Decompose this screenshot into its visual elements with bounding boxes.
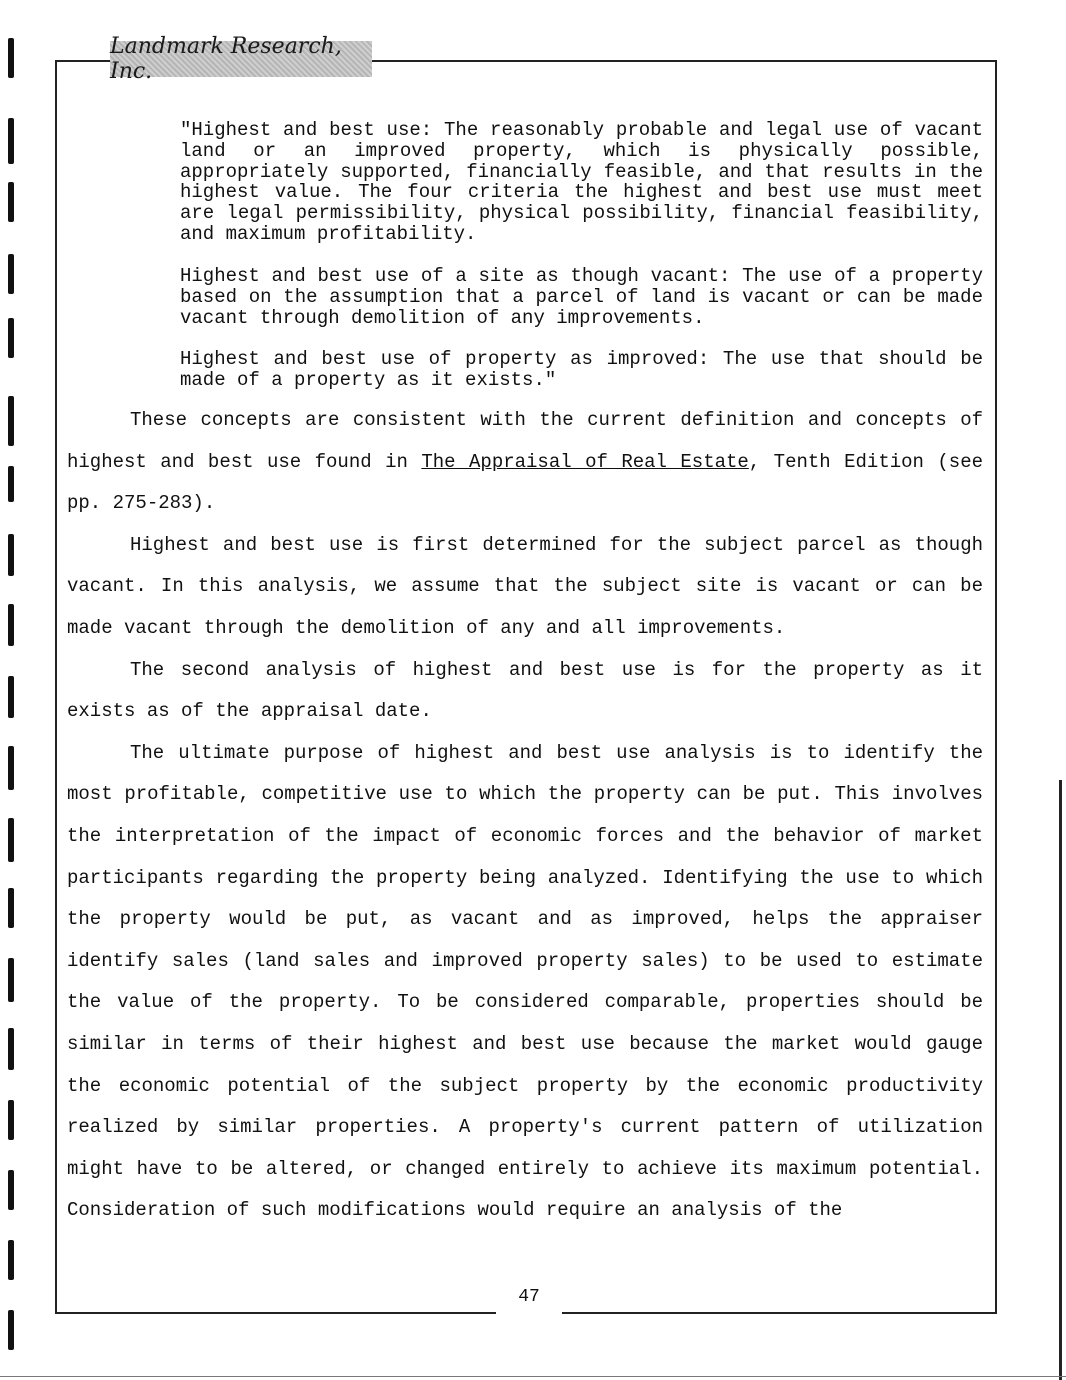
quote-definition-as-improved: Highest and best use of property as improved: The use that should be made of a property as it exists."	[180, 348, 983, 391]
scan-bottom-edge	[0, 1376, 1066, 1377]
quote-definition-highest-best-use: "Highest and best use: The reasonably probable and legal use of vacant land or an improved property, which is physically possible, appropriately supported, financially feasible, and that results in the highest value. The four criteria the highest and best use must meet are legal permissibility, physical possibility, financial feasibility, and maximum profitability.	[180, 119, 983, 245]
scan-edge	[1059, 780, 1062, 1380]
paragraph-purpose: The ultimate purpose of highest and best use analysis is to identify the most profitable, competitive use to which the property can be put. This involves the interpretation of the impact of economic forces and the behavior of market participants regarding the property being analyzed. Identifying the use to which the property would be put, as vacant and as improved, helps the appraiser identify sales (land sales and improved property sales) to be used to estimate the value of the property. To be considered comparable, properties should be similar in terms of their highest and best use because the market would gauge the economic potential of the subject property by the economic productivity realized by similar properties. A property's current pattern of utilization might have to be altered, or changed entirely to achieve its maximum potential. Consideration of such modifications would require an analysis of the	[67, 741, 983, 1222]
book-title: The Appraisal of Real Estate	[421, 450, 749, 473]
logo-text: Landmark Research, Inc.	[110, 34, 342, 84]
binding-holes	[4, 0, 18, 1380]
page-number: 47	[518, 1287, 540, 1307]
paragraph-concepts: These concepts are consistent with the current definition and concepts of highest and best use found in The Appraisal of Real Estate, Tenth Edition (see pp. 275-283).	[67, 409, 983, 515]
body-text	[67, 400, 983, 1232]
company-logo	[110, 34, 372, 84]
quote-definition-as-vacant: Highest and best use of a site as though vacant: The use of a property based on the assumption that a parcel of land is vacant or can be made vacant through demolition of any improvements.	[180, 265, 983, 329]
paragraph-as-vacant: Highest and best use is first determined for the subject parcel as though vacant. In this analysis, we assume that the subject site is vacant or can be made vacant through the demolition of any and all improvements.	[67, 533, 983, 639]
paragraph-as-improved: The second analysis of highest and best use is for the property as it exists as of the appraisal date.	[67, 658, 983, 723]
